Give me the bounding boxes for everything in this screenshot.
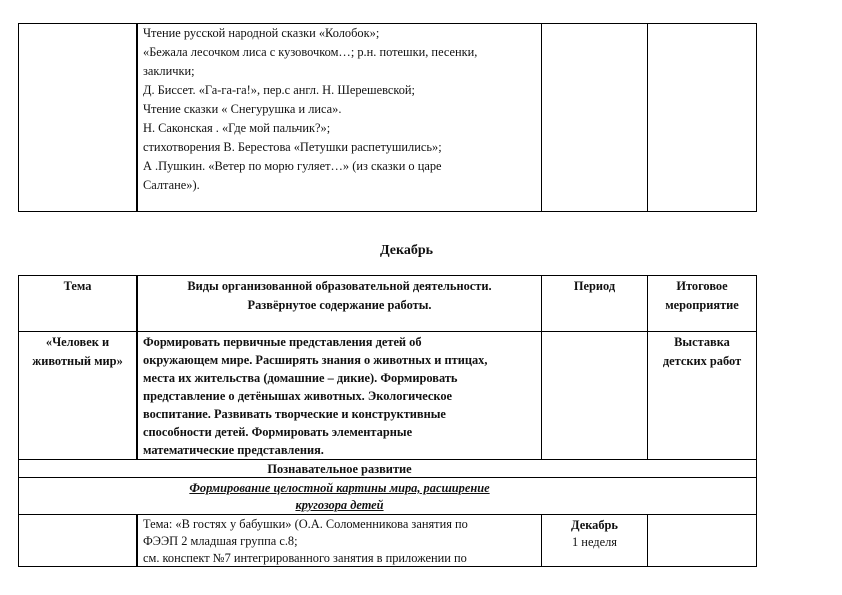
header-period: Период [573, 279, 616, 293]
lesson-line-1: Тема: «В гостях у бабушки» (О.А. Соломенникова занятия по [143, 517, 468, 531]
content-line-6: способности детей. Формировать элементарные [143, 425, 413, 439]
period-line-2: 1 неделя [572, 535, 617, 549]
subsection-line-2: кругозора детей [295, 498, 384, 512]
content-line-4: представление о детёнышах животных. Экологическое [143, 389, 453, 403]
reading-line-5: Чтение сказки « Снегурушка и лиса». [143, 102, 342, 116]
lesson-line-2: ФЭЭП 2 младшая группа с.8; [143, 534, 298, 548]
section-cognitive-development: Познавательное развитие [267, 462, 412, 476]
reading-line-3: заклички; [143, 64, 195, 78]
reading-line-6: Н. Саконская . «Где мой пальчик?»; [143, 121, 331, 135]
header-final-line-1: Итоговое [676, 279, 728, 293]
main-table-divider-1b [136, 514, 138, 567]
theme-line-1: «Человек и [45, 335, 110, 349]
top-table-divider-2 [541, 23, 542, 212]
reading-line-9: Салтане»). [143, 178, 200, 192]
final-event-line-2: детских работ [662, 354, 742, 368]
theme-line-2: животный мир» [32, 354, 123, 368]
header-final-line-2: мероприятие [665, 298, 739, 312]
main-table-border-left [18, 275, 19, 567]
main-table-divider-2a [541, 275, 542, 460]
header-activities-line-1: Виды организованной образовательной деятельности. [187, 279, 492, 293]
top-table-divider-3 [647, 23, 648, 212]
content-line-7: математические представления. [143, 443, 324, 457]
reading-line-2: «Бежала лесочком лиса с кузовочком…; р.н. потешки, песенки, [143, 45, 478, 59]
lesson-line-3: см. конспект №7 интегрированного занятия в приложении по [143, 551, 467, 565]
content-line-5: воспитание. Развивать творческие и конструктивные [143, 407, 446, 421]
content-line-2: окружающем мире. Расширять знания о животных и птицах, [143, 353, 488, 367]
main-table-border-right [756, 275, 757, 567]
reading-line-8: А .Пушкин. «Ветер по морю гуляет…» (из сказки о царе [143, 159, 442, 173]
top-table-divider-1 [136, 23, 138, 212]
content-line-3: места их жительства (домашние – дикие). Формировать [143, 371, 458, 385]
content-line-1: Формировать первичные представления детей об [143, 335, 422, 349]
header-theme: Тема [63, 279, 92, 293]
reading-line-1: Чтение русской народной сказки «Колобок»; [143, 26, 380, 40]
main-table-divider-3b [647, 514, 648, 567]
top-table-border-left [18, 23, 19, 212]
top-table-border-right [756, 23, 757, 212]
period-line-1: Декабрь [571, 518, 618, 532]
reading-line-7: стихотворения В. Берестова «Петушки распетушились»; [143, 140, 442, 154]
subsection-line-1: Формирование целостной картины мира, расширение [189, 481, 490, 495]
header-activities-line-2: Развёрнутое содержание работы. [247, 298, 432, 312]
month-heading: Декабрь [380, 243, 434, 258]
reading-line-4: Д. Биссет. «Га-га-га!», пер.с англ. Н. Шерешевской; [143, 83, 415, 97]
final-event-line-1: Выставка [674, 335, 730, 349]
